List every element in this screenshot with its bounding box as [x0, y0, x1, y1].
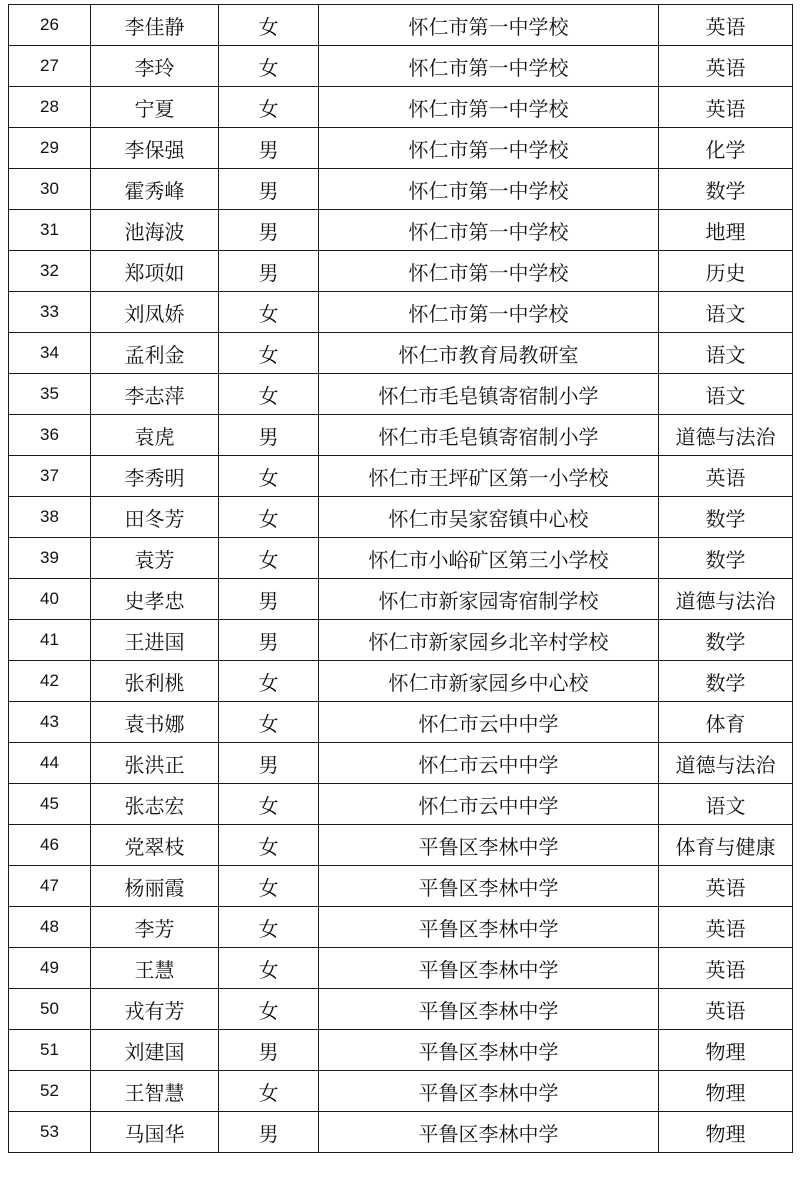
roster-table-body — [9, 5, 793, 1153]
gender: 女 — [219, 1071, 319, 1112]
school-name: 怀仁市第一中学校 — [319, 251, 659, 292]
gender: 女 — [219, 866, 319, 907]
row-number: 51 — [9, 1030, 91, 1071]
gender: 女 — [219, 46, 319, 87]
school-name: 怀仁市新家园乡中心校 — [319, 661, 659, 702]
gender: 女 — [219, 948, 319, 989]
row-number: 40 — [9, 579, 91, 620]
subject: 数学 — [659, 661, 793, 702]
row-number: 32 — [9, 251, 91, 292]
table-row — [9, 333, 793, 374]
row-number: 29 — [9, 128, 91, 169]
subject: 语文 — [659, 784, 793, 825]
table-row — [9, 128, 793, 169]
school-name: 怀仁市教育局教研室 — [319, 333, 659, 374]
row-number: 27 — [9, 46, 91, 87]
gender: 男 — [219, 579, 319, 620]
subject: 英语 — [659, 948, 793, 989]
school-name: 平鲁区李林中学 — [319, 907, 659, 948]
table-row — [9, 292, 793, 333]
row-number: 44 — [9, 743, 91, 784]
teacher-name: 田冬芳 — [91, 497, 219, 538]
school-name: 怀仁市毛皂镇寄宿制小学 — [319, 415, 659, 456]
school-name: 平鲁区李林中学 — [319, 948, 659, 989]
table-row — [9, 374, 793, 415]
teacher-name: 袁芳 — [91, 538, 219, 579]
teacher-name: 李佳静 — [91, 5, 219, 46]
row-number: 50 — [9, 989, 91, 1030]
row-number: 30 — [9, 169, 91, 210]
table-row — [9, 1112, 793, 1153]
table-row — [9, 1071, 793, 1112]
subject: 英语 — [659, 46, 793, 87]
table-row — [9, 251, 793, 292]
teacher-name: 杨丽霞 — [91, 866, 219, 907]
gender: 女 — [219, 989, 319, 1030]
table-row — [9, 989, 793, 1030]
table-row — [9, 620, 793, 661]
school-name: 平鲁区李林中学 — [319, 1071, 659, 1112]
subject: 数学 — [659, 497, 793, 538]
teacher-name: 孟利金 — [91, 333, 219, 374]
gender: 女 — [219, 374, 319, 415]
teacher-name: 党翠枝 — [91, 825, 219, 866]
subject: 体育 — [659, 702, 793, 743]
subject: 语文 — [659, 292, 793, 333]
row-number: 41 — [9, 620, 91, 661]
school-name: 怀仁市第一中学校 — [319, 210, 659, 251]
school-name: 怀仁市新家园寄宿制学校 — [319, 579, 659, 620]
school-name: 怀仁市第一中学校 — [319, 128, 659, 169]
row-number: 31 — [9, 210, 91, 251]
table-row — [9, 456, 793, 497]
school-name: 平鲁区李林中学 — [319, 866, 659, 907]
school-name: 怀仁市云中中学 — [319, 743, 659, 784]
gender: 男 — [219, 128, 319, 169]
school-name: 平鲁区李林中学 — [319, 1112, 659, 1153]
gender: 女 — [219, 292, 319, 333]
row-number: 39 — [9, 538, 91, 579]
row-number: 47 — [9, 866, 91, 907]
row-number: 52 — [9, 1071, 91, 1112]
subject: 物理 — [659, 1112, 793, 1153]
table-row — [9, 1030, 793, 1071]
subject: 英语 — [659, 866, 793, 907]
teacher-name: 霍秀峰 — [91, 169, 219, 210]
teacher-name: 史孝忠 — [91, 579, 219, 620]
teacher-name: 马国华 — [91, 1112, 219, 1153]
teacher-name: 张志宏 — [91, 784, 219, 825]
gender: 男 — [219, 415, 319, 456]
school-name: 怀仁市云中中学 — [319, 702, 659, 743]
table-row — [9, 579, 793, 620]
table-row — [9, 743, 793, 784]
school-name: 平鲁区李林中学 — [319, 1030, 659, 1071]
gender: 男 — [219, 169, 319, 210]
table-row — [9, 415, 793, 456]
teacher-name: 李玲 — [91, 46, 219, 87]
gender: 男 — [219, 210, 319, 251]
teacher-name: 张利桃 — [91, 661, 219, 702]
subject: 物理 — [659, 1071, 793, 1112]
table-row — [9, 661, 793, 702]
subject: 物理 — [659, 1030, 793, 1071]
table-row — [9, 210, 793, 251]
subject: 道德与法治 — [659, 415, 793, 456]
teacher-name: 王进国 — [91, 620, 219, 661]
subject: 道德与法治 — [659, 743, 793, 784]
gender: 男 — [219, 251, 319, 292]
table-row — [9, 5, 793, 46]
teacher-name: 王智慧 — [91, 1071, 219, 1112]
subject: 英语 — [659, 907, 793, 948]
subject: 语文 — [659, 374, 793, 415]
subject: 数学 — [659, 620, 793, 661]
table-row — [9, 46, 793, 87]
teacher-name: 王慧 — [91, 948, 219, 989]
row-number: 48 — [9, 907, 91, 948]
school-name: 怀仁市第一中学校 — [319, 292, 659, 333]
teacher-name: 袁虎 — [91, 415, 219, 456]
row-number: 42 — [9, 661, 91, 702]
table-row — [9, 825, 793, 866]
table-row — [9, 538, 793, 579]
table-row — [9, 87, 793, 128]
school-name: 平鲁区李林中学 — [319, 825, 659, 866]
table-row — [9, 907, 793, 948]
gender: 男 — [219, 1030, 319, 1071]
table-row — [9, 497, 793, 538]
gender: 男 — [219, 620, 319, 661]
teacher-name: 袁书娜 — [91, 702, 219, 743]
school-name: 怀仁市第一中学校 — [319, 46, 659, 87]
teacher-name: 宁夏 — [91, 87, 219, 128]
subject: 历史 — [659, 251, 793, 292]
subject: 地理 — [659, 210, 793, 251]
school-name: 怀仁市吴家窑镇中心校 — [319, 497, 659, 538]
row-number: 34 — [9, 333, 91, 374]
subject: 数学 — [659, 538, 793, 579]
row-number: 43 — [9, 702, 91, 743]
row-number: 46 — [9, 825, 91, 866]
subject: 英语 — [659, 456, 793, 497]
table-row — [9, 948, 793, 989]
school-name: 怀仁市云中中学 — [319, 784, 659, 825]
subject: 英语 — [659, 989, 793, 1030]
gender: 女 — [219, 456, 319, 497]
school-name: 怀仁市王坪矿区第一小学校 — [319, 456, 659, 497]
roster-table — [8, 4, 793, 1153]
subject: 语文 — [659, 333, 793, 374]
row-number: 38 — [9, 497, 91, 538]
row-number: 33 — [9, 292, 91, 333]
gender: 女 — [219, 661, 319, 702]
row-number: 35 — [9, 374, 91, 415]
gender: 女 — [219, 5, 319, 46]
subject: 英语 — [659, 5, 793, 46]
gender: 女 — [219, 497, 319, 538]
teacher-name: 郑项如 — [91, 251, 219, 292]
table-row — [9, 784, 793, 825]
gender: 女 — [219, 825, 319, 866]
gender: 女 — [219, 87, 319, 128]
row-number: 36 — [9, 415, 91, 456]
row-number: 49 — [9, 948, 91, 989]
gender: 女 — [219, 907, 319, 948]
teacher-name: 李保强 — [91, 128, 219, 169]
teacher-name: 张洪正 — [91, 743, 219, 784]
teacher-name: 李芳 — [91, 907, 219, 948]
gender: 女 — [219, 538, 319, 579]
subject: 数学 — [659, 169, 793, 210]
row-number: 28 — [9, 87, 91, 128]
table-row — [9, 866, 793, 907]
school-name: 怀仁市第一中学校 — [319, 87, 659, 128]
row-number: 26 — [9, 5, 91, 46]
subject: 道德与法治 — [659, 579, 793, 620]
teacher-name: 李志萍 — [91, 374, 219, 415]
gender: 女 — [219, 702, 319, 743]
teacher-name: 戎有芳 — [91, 989, 219, 1030]
subject: 英语 — [659, 87, 793, 128]
subject: 体育与健康 — [659, 825, 793, 866]
teacher-name: 刘建国 — [91, 1030, 219, 1071]
subject: 化学 — [659, 128, 793, 169]
row-number: 53 — [9, 1112, 91, 1153]
teacher-name: 池海波 — [91, 210, 219, 251]
school-name: 平鲁区李林中学 — [319, 989, 659, 1030]
roster-table-container — [8, 4, 793, 1153]
school-name: 怀仁市第一中学校 — [319, 169, 659, 210]
table-row — [9, 702, 793, 743]
row-number: 37 — [9, 456, 91, 497]
table-row — [9, 169, 793, 210]
school-name: 怀仁市新家园乡北辛村学校 — [319, 620, 659, 661]
gender: 男 — [219, 1112, 319, 1153]
gender: 女 — [219, 784, 319, 825]
teacher-name: 刘凤娇 — [91, 292, 219, 333]
school-name: 怀仁市毛皂镇寄宿制小学 — [319, 374, 659, 415]
row-number: 45 — [9, 784, 91, 825]
gender: 男 — [219, 743, 319, 784]
school-name: 怀仁市第一中学校 — [319, 5, 659, 46]
school-name: 怀仁市小峪矿区第三小学校 — [319, 538, 659, 579]
gender: 女 — [219, 333, 319, 374]
teacher-name: 李秀明 — [91, 456, 219, 497]
